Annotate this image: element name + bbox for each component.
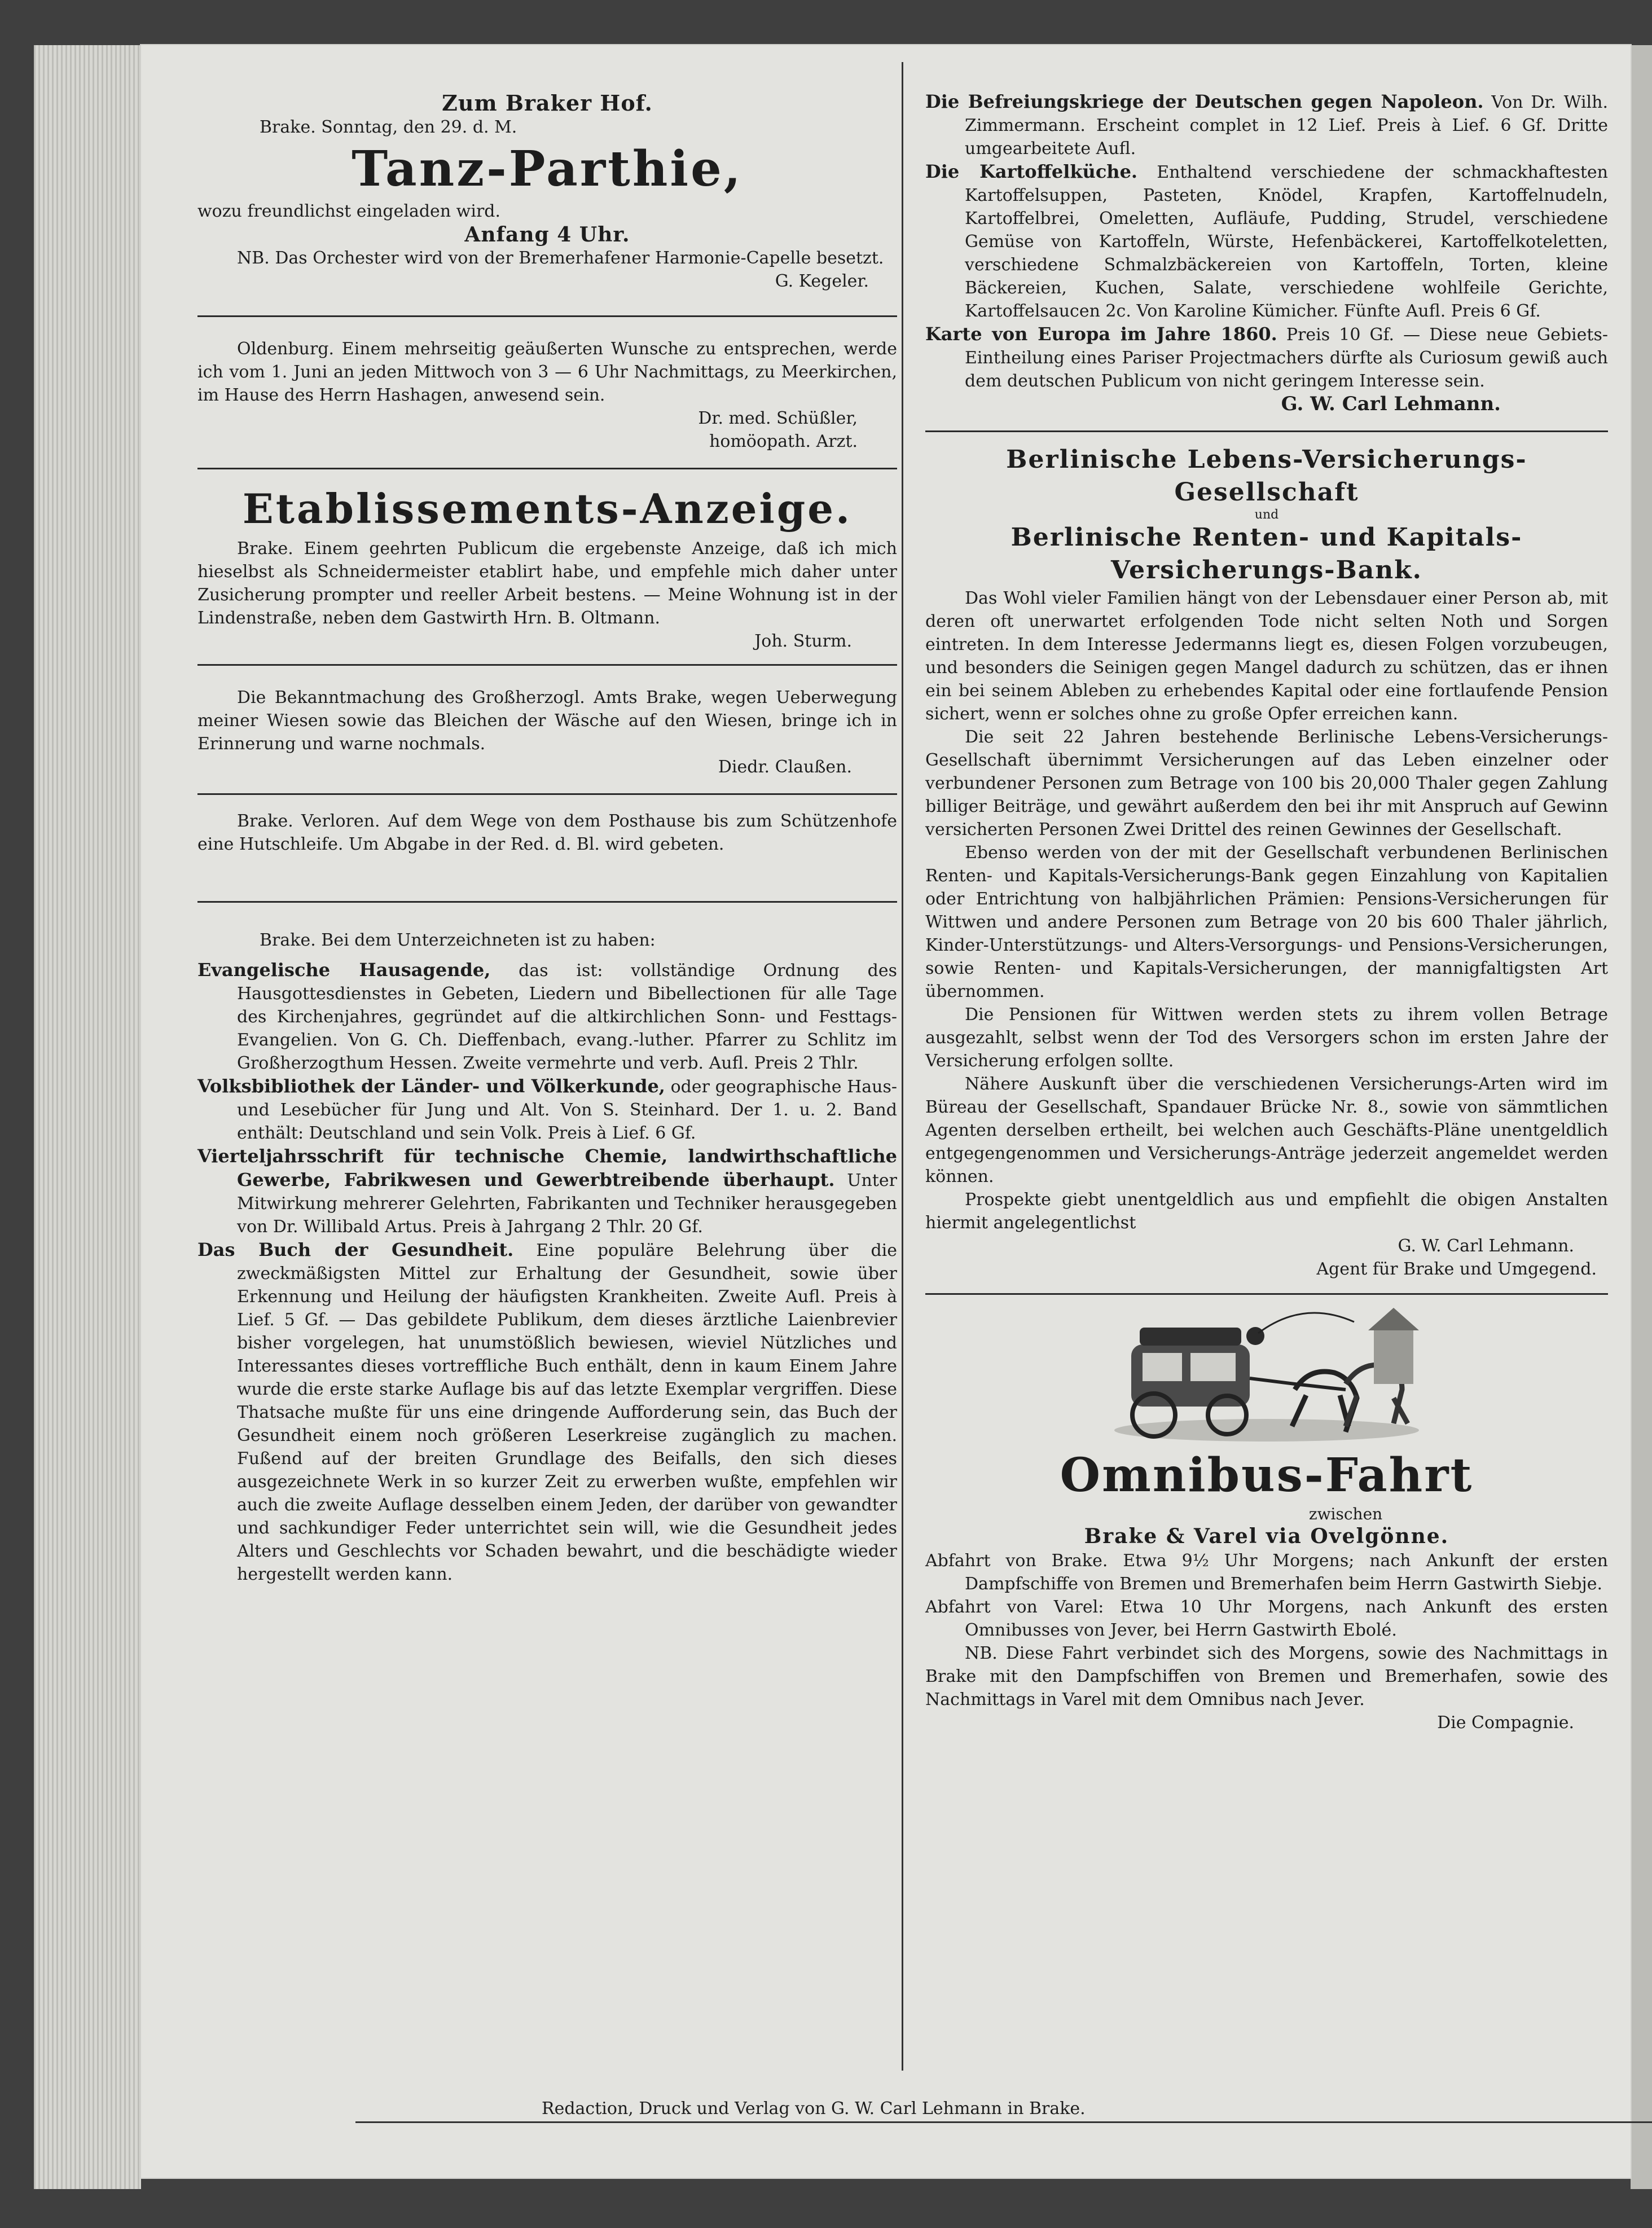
ad-signature-title: Agent für Brake und Umgegend. bbox=[1316, 1259, 1597, 1279]
divider bbox=[197, 664, 897, 666]
divider bbox=[197, 793, 897, 795]
insurance-paragraph: Nähere Auskunft über die verschiedenen Versicherungs-Arten wird im Büreau der Gesellschaft, Spandauer Brücke Nr. 8., sowie von sämmtlichen Agenten derselben ertheilt, bei welchen auch Geschäfts-Pläne unentgeldlich entgegengenommen und Versicherungs-Anträge jederzeit angemeldet werden können. bbox=[925, 1074, 1608, 1186]
book-description: Preis 10 Gf. — Diese neue Gebiets-Eintheilung eines Pariser Projectmachers dürfte als Curiosum gewiß auch dem deutschen Publicum von nicht geringem Interesse sein. bbox=[965, 325, 1608, 391]
omnibus-departure: Abfahrt von Brake. Etwa 9½ Uhr Morgens; nach Ankunft der ersten Dampfschiffe von Bremen und Bremerhafen beim Herrn Gastwirth Siebje. bbox=[925, 1551, 1608, 1594]
divider bbox=[197, 901, 897, 903]
ad-text: Brake. Einem geehrten Publicum die ergebenste Anzeige, daß ich mich hieselbst als Schneidermeister etablirt habe, und empfehle mich daher unter Zusicherung prompter und reeller Arbeit bestens. — Meine Wohnung ist in der Lindenstraße, neben dem Gastwirth Hrn. B. Oltmann. bbox=[197, 539, 897, 628]
book-entry bbox=[197, 1075, 897, 1145]
book-description: oder geographische Haus- und Lesebücher für Jung und Alt. Von S. Steinhard. Der 1. u. 2. Band enthält: Deutschland und sein Volk. Preis à Lief. 6 Gf. bbox=[237, 1077, 898, 1143]
ad-etablissement bbox=[197, 481, 897, 653]
book-title: Karte von Europa im Jahre 1860. bbox=[925, 323, 1277, 345]
divider bbox=[197, 468, 897, 469]
ad-books-right bbox=[925, 90, 1608, 416]
ad-insurance bbox=[925, 443, 1608, 1281]
ad-omnibus bbox=[925, 1305, 1608, 1734]
book-page-edges bbox=[34, 45, 141, 2189]
insurance-paragraph: Prospekte giebt unentgeldlich aus und empfiehlt die obigen Anstalten hiermit angelegentlichst bbox=[925, 1190, 1608, 1233]
ad-text: zwischen bbox=[1308, 1505, 1383, 1523]
ad-text: wozu freundlichst eingeladen wird. bbox=[197, 201, 501, 221]
ad-note: NB. Das Orchester wird von der Bremerhafener Harmonie-Capelle besetzt. bbox=[237, 248, 884, 268]
book-entry bbox=[197, 959, 897, 1075]
ad-braker-hof bbox=[197, 90, 897, 293]
book-title: Die Befreiungskriege der Deutschen gegen Napoleon. bbox=[925, 91, 1484, 112]
insurance-title: Berlinische Lebens-Versicherungs-Gesellschaft bbox=[1006, 445, 1527, 507]
book-title: Das Buch der Gesundheit. bbox=[197, 1239, 514, 1260]
book-title: Vierteljahrsschrift für technische Chemie, landwirthschaftliche Gewerbe, Fabrikwesen und Gewerbtreibende überhaupt. bbox=[197, 1145, 897, 1190]
insurance-paragraph: Die seit 22 Jahren bestehende Berlinische Lebens-Versicherungs-Gesellschaft übernimmt Versicherungen auf das Leben einzelner oder verbundener Personen zum Betrage von 100 bis 20,000 Thaler gegen Zahlung billiger Beiträge, und gewährt außerdem den bei ihr mit Anspruch auf Gewinn versicherten Personen Zwei Drittel des reinen Gewinnes der Gesellschaft. bbox=[925, 727, 1608, 840]
book-entry bbox=[925, 160, 1608, 323]
ad-signature: G. W. Carl Lehmann. bbox=[1398, 1236, 1574, 1256]
ad-signature: G. Kegeler. bbox=[775, 271, 869, 291]
ad-bleiche bbox=[197, 686, 897, 779]
newspaper-page bbox=[141, 45, 1631, 2178]
right-column bbox=[925, 90, 1608, 1734]
book-binding-edge bbox=[1631, 45, 1652, 2189]
ad-books-left bbox=[197, 929, 897, 1586]
ad-text: Brake. Verloren. Auf dem Wege von dem Posthause bis zum Schützenhofe eine Hutschleife. Um Abgabe in der Red. d. Bl. wird gebeten. bbox=[197, 811, 897, 854]
book-entry bbox=[925, 323, 1608, 393]
ad-headline: Omnibus-Fahrt bbox=[1060, 1448, 1474, 1502]
ad-text: Oldenburg. Einem mehrseitig geäußerten Wunsche zu entsprechen, werde ich vom 1. Juni an jeden Mittwoch von 3 — 6 Uhr Nachmittags, zu Meerkirchen, im Hause des Herrn Hashagen, anwesend sein. bbox=[197, 339, 897, 405]
ad-headline: Tanz-Parthie, bbox=[352, 140, 743, 197]
omnibus-route: Brake & Varel via Ovelgönne. bbox=[1084, 1524, 1449, 1548]
book-description: Unter Mitwirkung mehrerer Gelehrten, Fabrikanten und Techniker herausgegeben von Dr. Willibald Artus. Preis à Jahrgang 2 Thlr. 20 Gf. bbox=[237, 1171, 897, 1237]
ad-signature: G. W. Carl Lehmann. bbox=[1281, 393, 1501, 415]
imprint-footer: Redaction, Druck und Verlag von G. W. Carl Lehmann in Brake. bbox=[542, 2099, 1086, 2119]
ad-signature: Dr. med. Schüßler, bbox=[698, 408, 858, 428]
ad-signature: Diedr. Claußen. bbox=[718, 757, 852, 777]
book-description: das ist: vollständige Ordnung des Hausgottesdienstes in Gebeten, Liedern und Bibellectionen für alle Tage des Kirchenjahres, gegründet auf die altkirchlichen Sonn- und Festtags-Evangelien. Von G. Ch. Dieffenbach, evang.-luther. Pfarrer zu Schlitz im Großherzogthum Hessen. Zweite vermehrte und verb. Aufl. Preis 2 Thlr. bbox=[237, 961, 898, 1073]
book-title: Volksbibliothek der Länder- und Völkerkunde, bbox=[197, 1075, 665, 1097]
insurance-und: und bbox=[1254, 508, 1279, 522]
ad-title: Zum Braker Hof. bbox=[442, 90, 653, 116]
divider bbox=[925, 430, 1608, 432]
ad-date: Brake. Sonntag, den 29. d. M. bbox=[260, 117, 517, 137]
ad-start-time: Anfang 4 Uhr. bbox=[464, 223, 630, 247]
ad-intro: Brake. Bei dem Unterzeichneten ist zu haben: bbox=[260, 930, 656, 950]
column-divider bbox=[902, 62, 903, 2071]
book-entry bbox=[197, 1238, 897, 1586]
omnibus-note: NB. Diese Fahrt verbindet sich des Morgens, sowie des Nachmittags in Brake mit den Dampfschiffen von Bremen und Bremerhafen, sowie des Nachmittags in Varel mit dem Omnibus nach Jever. bbox=[925, 1643, 1608, 1710]
ad-oldenburg bbox=[197, 337, 897, 453]
omnibus-departure: Abfahrt von Varel: Etwa 10 Uhr Morgens, nach Ankunft des ersten Omnibusses von Jever, bei Herrn Gastwirth Ebolé. bbox=[925, 1597, 1608, 1640]
ad-headline: Etablissements-Anzeige. bbox=[242, 485, 853, 533]
ad-signature: Joh. Sturm. bbox=[754, 631, 852, 651]
left-column bbox=[197, 90, 897, 1586]
insurance-paragraph: Ebenso werden von der mit der Gesellschaft verbundenen Berlinischen Renten- und Kapitals-Versicherungs-Bank gegen Einzahlung von Kapitalien oder Entrichtung von halbjährlichen Prämien: Pensions-Versicherungen für Wittwen und andere Personen zum Betrage von 20 bis 600 Thaler jährlich, Kinder-Unterstützungs- und Alters-Versorgungs- und Pensions-Versicherungen, sowie Renten- und Kapitals-Versicherungen, der mannigfaltigsten Art übernommen. bbox=[925, 843, 1608, 1001]
footer-divider bbox=[355, 2121, 1652, 2123]
insurance-paragraph: Die Pensionen für Wittwen werden stets zu ihrem vollen Betrage ausgezahlt, selbst wenn der Tod des Versorgers schon im ersten Jahre der Versicherung erfolgen sollte. bbox=[925, 1005, 1608, 1071]
book-title: Die Kartoffelküche. bbox=[925, 161, 1138, 182]
book-description: Enthaltend verschiedene der schmackhaftesten Kartoffelsuppen, Pasteten, Knödel, Krapfen, Kartoffelnudeln, Kartoffelbrei, Omeletten, Aufläufe, Pudding, Strudel, verschiedene Gemüse von Kartoffeln, Würste, Hefenbäckerei, Kartoffelkoteletten, verschiedene Schmalzbäckereien von Kartoffeln, Torten, kleine Bäckereien, Kuchen, Salate, verschiedene wohlfeile Gerichte, Kartoffelsaucen 2c. Von Karoline Kümicher. Fünfte Aufl. Preis 6 Gf. bbox=[965, 162, 1609, 321]
ad-signature-title: homöopath. Arzt. bbox=[709, 432, 858, 451]
insurance-title: Berlinische Renten- und Kapitals-Versicherungs-Bank. bbox=[1010, 523, 1523, 585]
ad-signature: Die Compagnie. bbox=[1437, 1713, 1574, 1733]
stagecoach-illustration bbox=[1109, 1305, 1425, 1446]
ad-verloren bbox=[197, 810, 897, 856]
book-entry bbox=[197, 1145, 897, 1238]
insurance-paragraph: Das Wohl vieler Familien hängt von der Lebensdauer einer Person ab, mit deren oft unerwartet erfolgenden Tode nicht selten Noth und Sorgen eintreten. In dem Interesse Jedermanns liegt es, diesen Folgen vorzubeugen, und besonders die Seinigen gegen Mangel dadurch zu schützen, das er ihnen ein bei seinem Ableben zu erhebendes Kapital oder eine fortlaufende Pension sichert, wenn er solches ohne zu große Opfer erreichen kann. bbox=[925, 588, 1608, 724]
book-description: Eine populäre Belehrung über die zweckmäßigsten Mittel zur Erhaltung der Gesundheit, sowie über Erkennung und Heilung der häufigsten Krankheiten. Zweite Aufl. Preis à Lief. 5 Gf. — Das gebildete Publikum, dem dieses ärztliche Laienbrevier bisher vorgelegen, hat unumstößlich bewiesen, wieviel Nützliches und Interessantes dieses vortreffliche Buch enthält, denn in kaum Einem Jahre wurde die erste starke Auflage bis auf das letzte Exemplar vergriffen. Diese Thatsache mußte für uns eine dringende Aufforderung sein, das Buch der Gesundheit einem noch größeren Leserkreise zugänglich zu machen. Fußend auf der breiten Grundlage des Beifalls, den sich dieses ausgezeichnete Werk in so kurzer Zeit zu erwerben wußte, empfehlen wir auch die zweite Auflage desselben einem Jeden, der darüber von gewandter und sachkundiger Feder unterrichtet sein will, wie die Gesundheit jedes Alters und Geschlechts vor Schaden bewahrt, und die beschädigte wieder hergestellt werden kann. bbox=[237, 1241, 897, 1584]
book-title: Evangelische Hausagende, bbox=[197, 959, 491, 981]
ad-text: Die Bekanntmachung des Großherzogl. Amts Brake, wegen Ueberwegung meiner Wiesen sowie das Bleichen der Wäsche auf den Wiesen, bringe ich in Erinnerung und warne nochmals. bbox=[197, 688, 897, 754]
divider bbox=[925, 1293, 1608, 1295]
book-description: Von Dr. Wilh. Zimmermann. Erscheint complet in 12 Lief. Preis à Lief. 6 Gf. Dritte umgearbeitete Aufl. bbox=[965, 93, 1609, 159]
book-entry bbox=[925, 90, 1608, 160]
divider bbox=[197, 315, 897, 317]
